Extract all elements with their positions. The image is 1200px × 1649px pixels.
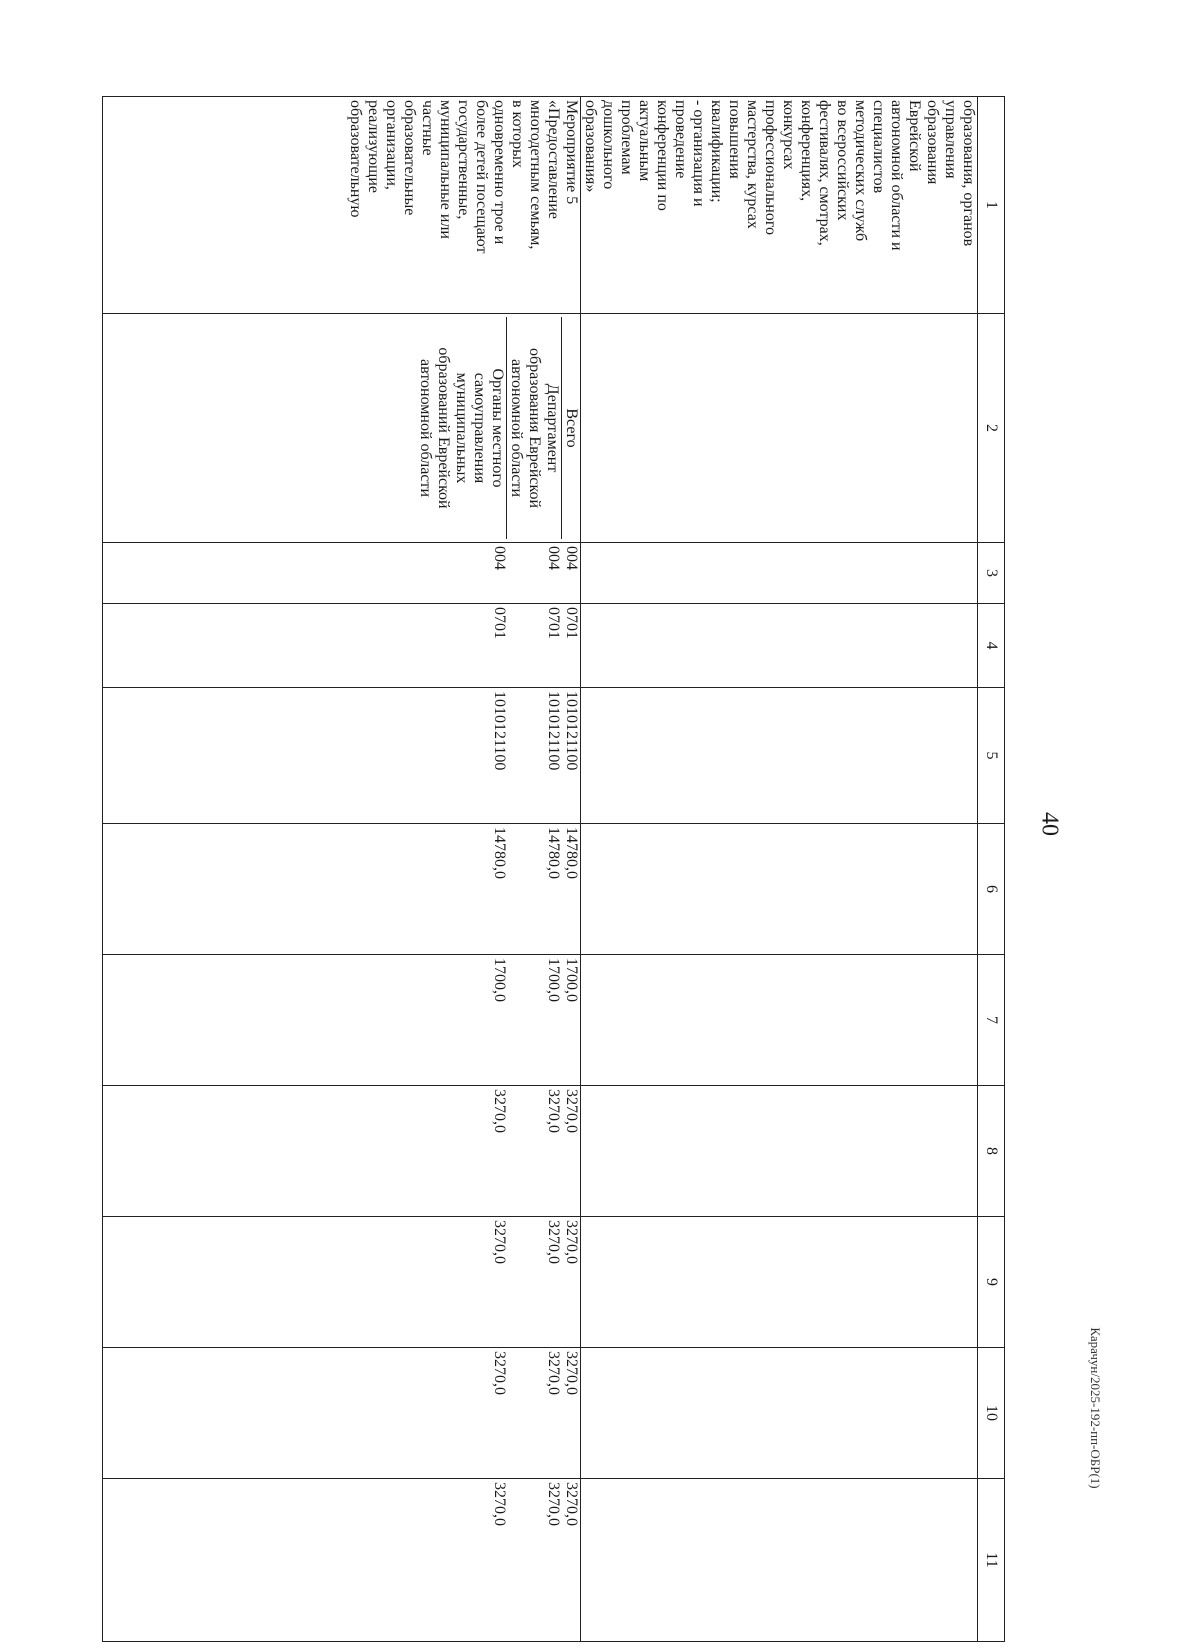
continuation-row [581,97,978,1642]
executor-total: Всего [561,317,580,539]
column-header: 5 [978,688,1005,824]
column-header: 8 [978,1086,1005,1217]
executor-municipal: Органы местного самоуправления муниципальных образований Еврейской автономной области [417,347,506,509]
measure-row [103,97,581,1642]
target-code-cell: 1010121100 1010121100 1010121100 [103,688,581,824]
amount-total-cell: 14780,0 14780,0 14780,0 [103,824,581,955]
amount-year2-cell: 3270,0 3270,0 3270,0 [103,1086,581,1217]
budget-table [102,96,1005,1642]
amount-year1-cell: 1700,0 1700,0 1700,0 [103,955,581,1086]
admin-code-cell: 004 004 004 [103,543,581,604]
column-header: 2 [978,314,1005,543]
column-header: 7 [978,955,1005,1086]
page-number: 40 [1036,812,1063,836]
document-reference: Карачун/2025-192-пп-ОБР(1) [1088,1327,1103,1489]
amount-year4-cell: 3270,0 3270,0 3270,0 [103,1348,581,1479]
continuation-description: образования, органов управления образования Еврейской автономной области и специалистов методических служб во всероссийских фестивалях, смотрах, конференциях, конкурсах профессионального мастерства, курсах повышения квалификации; - организация и проведение конференции по актуальным проблемам дошкольного образования» [581,97,978,314]
column-header: 11 [978,1479,1005,1642]
column-number-row [978,97,1005,1642]
executor-department: Департамент образования Еврейской автономной области [506,317,561,539]
executor-cell [103,314,581,543]
amount-year5-cell: 3270,0 3270,0 3270,0 [103,1479,581,1642]
column-header: 6 [978,824,1005,955]
measure-description: Мероприятие 5 «Предоставление многодетным семьям, в которых одновременно трое и более детей посещают государственные, муниципальные или частные образовательные организации, реализующие образовательную [103,97,581,314]
column-header: 10 [978,1348,1005,1479]
column-header: 1 [978,97,1005,314]
column-header: 4 [978,604,1005,688]
rotated-table-area [102,96,1005,1641]
section-code-cell: 0701 0701 0701 [103,604,581,688]
column-header: 9 [978,1217,1005,1348]
amount-year3-cell: 3270,0 3270,0 3270,0 [103,1217,581,1348]
column-header: 3 [978,543,1005,604]
